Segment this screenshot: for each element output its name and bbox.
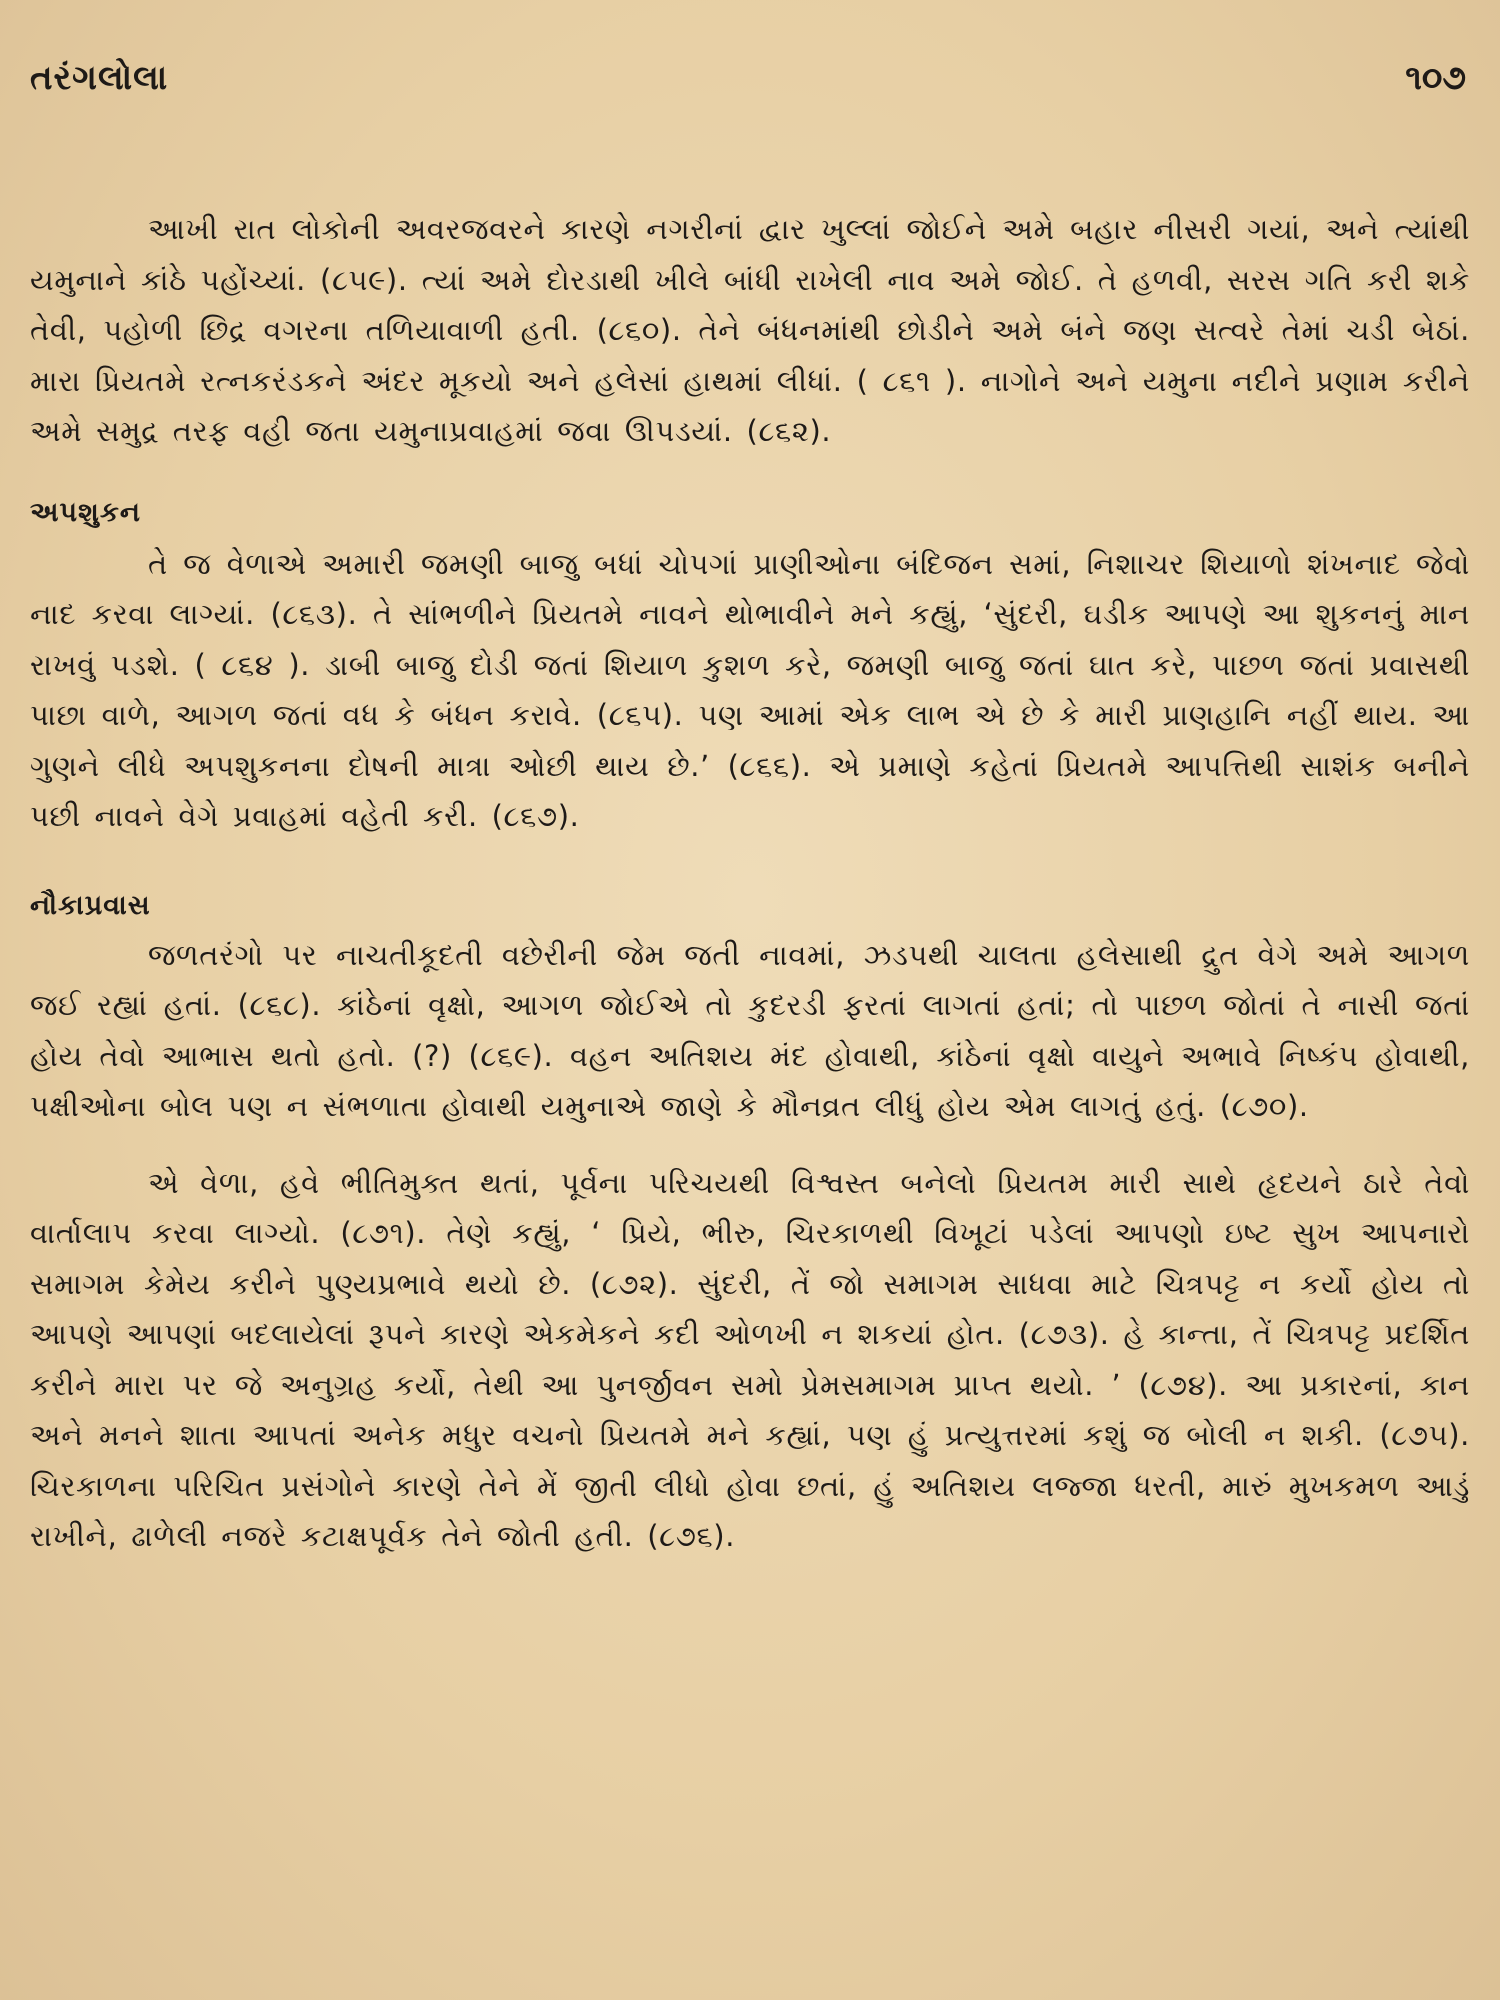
running-title: તરંગલોલા bbox=[30, 58, 169, 98]
section-heading-apashukan: અપશુકન bbox=[30, 496, 142, 528]
paragraph: એ વેળા, હવે ભીતિમુક્ત થતાં, પૂર્વના પરિચયથી વિશ્વસ્ત બનેલો પ્રિયતમ મારી સાથે હૃદયને ઠારે તેવો વાર્તાલાપ કરવા લાગ્યો. (૮૭૧). તેણે કહ્યું, ‘ પ્રિયે, ભીરુ, ચિરકાળથી વિખૂટાં પડેલાં આપણો ઇષ્ટ સુખ આપનારો સમાગમ કેમેય કરીને પુણ્યપ્રભાવે થયો છે. (૮૭૨). સુંદરી, તેં જો સમાગમ સાધવા માટે ચિત્રપટ્ટ ન કર્યો હોય તો આપણે આપણાં બદલાયેલાં રૂપને કારણે એકમેકને કદી ઓળખી ન શકયાં હોત. (૮૭૩). હે કાન્તા, તેં ચિત્રપટ્ટ પ્રદર્શિત કરીને મારા પર જે અનુગ્રહ કર્યો, તેથી આ પુનર્જીવન સમો પ્રેમસમાગમ પ્રાપ્ત થયો. ’ (૮૭૪). આ પ્રકારનાં, કાન અને મનને શાતા આપતાં અનેક મધુર વચનો પ્રિયતમે મને કહ્યાં, પણ હું પ્રત્યુત્તરમાં કશું જ બોલી ન શકી. (૮૭૫). ચિરકાળના પરિચિત પ્રસંગોને કારણે તેને મેં જીતી લીધો હોવા છતાં, હું અતિશય લજ્જા ધરતી, મારું મુખકમળ આડું રાખીને, ઢાળેલી નજરે કટાક્ષપૂર્વક તેને જોતી હતી. (૮૭૬). bbox=[30, 1165, 1470, 1553]
section-heading-naukapravas: નૌકાપ્રવાસ bbox=[30, 889, 151, 921]
paragraph: તે જ વેળાએ અમારી જમણી બાજુ બધાં ચોપગાં પ્રાણીઓના બંદિજન સમાં, નિશાચર શિયાળો શંખનાદ જેવો નાદ કરવા લાગ્યાં. (૮૬૩). તે સાંભળીને પ્રિયતમે નાવને થોભાવીને મને કહ્યું, ‘સુંદરી, ઘડીક આપણે આ શુકનનું માન રાખવું પડશે. ( ૮૬૪ ). ડાબી બાજુ દોડી જતાં શિયાળ કુશળ કરે, જમણી બાજુ જતાં ઘાત કરે, પાછળ જતાં પ્રવાસથી પાછા વાળે, આગળ જતાં વધ કે બંધન કરાવે. (૮૬૫). પણ આમાં એક લાભ એ છે કે મારી પ્રાણહાનિ નહીં થાય. આ ગુણને લીધે અપશુકનના દોષની માત્રા ઓછી થાય છે.’ (૮૬૬). એ પ્રમાણે કહેતાં પ્રિયતમે આપત્તિથી સાશંક બનીને પછી નાવને વેગે પ્રવાહમાં વહેતી કરી. (૮૬૭). bbox=[30, 546, 1470, 833]
paragraph: જળતરંગો પર નાચતીકૂદતી વછેરીની જેમ જતી નાવમાં, ઝડપથી ચાલતા હલેસાથી દ્રુત વેગે અમે આગળ જઈ રહ્યાં હતાં. (૮૬૮). કાંઠેનાં વૃક્ષો, આગળ જોઈએ તો કુદરડી ફરતાં લાગતાં હતાં; તો પાછળ જોતાં તે નાસી જતાં હોય તેવો આભાસ થતો હતો. (?) (૮૬૯). વહન અતિશય મંદ હોવાથી, કાંઠેનાં વૃક્ષો વાયુને અભાવે નિષ્કંપ હોવાથી, પક્ષીઓના બોલ પણ ન સંભળાતા હોવાથી યમુનાએ જાણે કે મૌનવ્રત લીધું હોય એમ લાગતું હતું. (૮૭૦). bbox=[30, 937, 1470, 1123]
running-header bbox=[30, 58, 1470, 118]
paragraph: આખી રાત લોકોની અવરજવરને કારણે નગરીનાં દ્વાર ખુલ્લાં જોઈને અમે બહાર નીસરી ગયાં, અને ત્યાંથી યમુનાને કાંઠે પહોંચ્યાં. (૮૫૯). ત્યાં અમે દોરડાથી ખીલે બાંધી રાખેલી નાવ અમે જોઈ. તે હળવી, સરસ ગતિ કરી શકે તેવી, પહોળી છિદ્ર વગરના તળિયાવાળી હતી. (૮૬૦). તેને બંધનમાંથી છોડીને અમે બંને જણ સત્વરે તેમાં ચડી બેઠાં. મારા પ્રિયતમે રત્નકરંડકને અંદર મૂકયો અને હલેસાં હાથમાં લીધાં. ( ૮૬૧ ). નાગોને અને યમુના નદીને પ્રણામ કરીને અમે સમુદ્ર તરફ વહી જતા યમુનાપ્રવાહમાં જવા ઊપડયાં. (૮૬૨). bbox=[30, 212, 1470, 448]
page-number: ૧૦૭ bbox=[1405, 58, 1466, 98]
